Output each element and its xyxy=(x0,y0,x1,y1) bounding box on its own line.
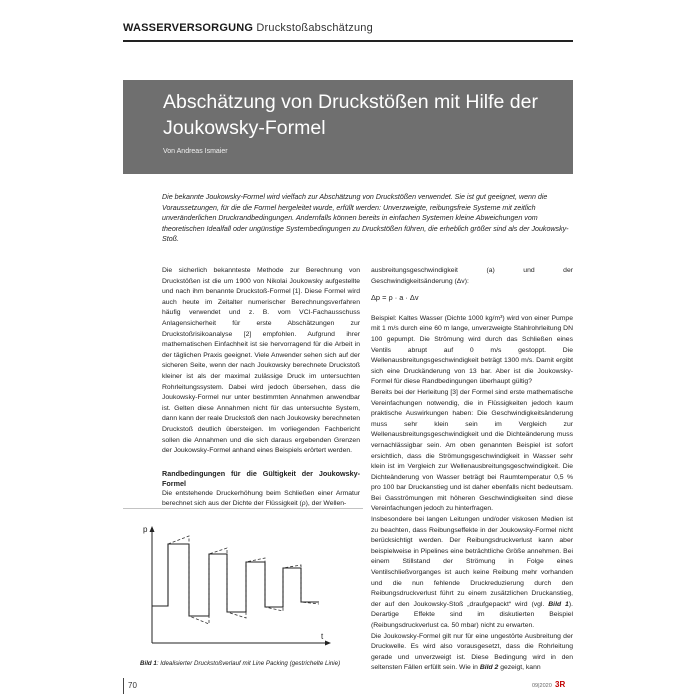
header-section: WASSERVERSORGUNG xyxy=(123,22,254,34)
figure-caption xyxy=(140,660,362,668)
caption-text: : Idealisierter Druckstoßverlauf mit Line Packing (gestrichelte Linie) xyxy=(156,660,341,667)
right-paragraph-5 xyxy=(371,632,573,674)
p5-end: gezeigt, kann xyxy=(498,664,541,672)
joukowsky-formula: Δp = ρ · a · Δv xyxy=(371,293,419,303)
header-title xyxy=(123,22,573,34)
left-paragraph-2: Die entstehende Druckerhöhung beim Schließen einer Armatur berechnet sich aus der Dichte der Flüssigkeit (ρ), der Wellen- xyxy=(162,489,360,508)
magazine-logo: 3R xyxy=(555,680,566,689)
running-header xyxy=(123,22,573,42)
article-author: Von Andreas Ismaier xyxy=(163,148,228,155)
p5-text: Die Joukowsky-Formel gilt nur für eine ungestörte Ausbreitung der Druckwelle. Es wird also vorausgesetzt, dass die Rohrleitung gerade und unverzweigt ist. Diese Bedingung wird in den seltensten Fällen erfüllt sein. Wie in xyxy=(371,632,573,672)
pressure-surge-diagram xyxy=(123,508,363,658)
caption-label: Bild 1 xyxy=(140,660,157,667)
right-paragraph-1: ausbreitungsgeschwindigkeit (a) und der Geschwindigkeitsänderung (Δv): xyxy=(371,267,573,285)
x-axis-label: t xyxy=(321,632,324,641)
footer-divider xyxy=(123,678,124,694)
article-title: Abschätzung von Druckstößen mit Hilfe der Joukowsky-Formel xyxy=(163,91,538,139)
right-paragraph-3: Bereits bei der Herleitung [3] der Formel sind erste mathematische Vereinfachungen notwendig, die in Flüssigkeiten jedoch kaum praktische Auswirkungen haben: Die Geschwindigkeitsänderung muss sehr klein sein im Vergleich zur Wellenausbreitungsgeschwindigkeit und die Dichteänderung muss vernachlässigbar sein. Am oben genannten Beispiel ist sofort ersichtlich, dass die Strömungsgeschwindigkeit in Wasser sehr klein ist im Vergleich zur Wellenausbreitungsgeschwindigkeit. Die Dichteänderung von Wasser beträgt bei Raumtemperatur 0,5 % pro 100 bar Druckanstieg und ist daher ebenfalls nicht bedeutsam. Bei Gasströmungen mit höheren Geschwindigkeiten sind diese Vereinfachungen jedoch zu hinterfragen. xyxy=(371,388,573,513)
section-subheading: Randbedingungen für die Gültigkeit der Joukowsky-Formel xyxy=(162,468,360,488)
header-subsection: Druckstoßabschätzung xyxy=(256,22,373,34)
lead-paragraph: Die bekannte Joukowsky-Formel wird vielfach zur Abschätzung von Druckstößen verwendet. Sie ist gut geeignet, wenn die Voraussetzungen, für die die Formel hergeleitet wurde, erfüllt werden: Unverzweigte, reibungsfreie Systeme mit zeitlich unveränderlichen Druckrandbedingungen. Andernfalls können bereits in einfachen Systemen kleine Abweichungen vom theoretischen Idealfall oder ungünstige Systembedingungen zu Druckstößen führen, die erheblich größer sind als der Joukowsky-Stoß. xyxy=(162,193,569,243)
left-paragraph-1: Die sicherlich bekannteste Methode zur Berechnung von Druckstößen ist die um 1900 von Nikolai Joukowsky aufgestellte und nach ihm benannte Druckstoß-Formel [1]. Diese Formel wird auch heute im Zeitalter numerischer Berechnungsverfahren häufig verwendet und z. B. vom VCI-Fachausschuss Anlagensicherheit für erste Abschätzungen zur Druckstoßrisikoanalyse [2] empfohlen. Aufgrund ihrer mathematischen Einfachheit ist sie hervorragend für die Arbeit in der täglichen Praxis geeignet. Viele Anwender sehen sich auf der sicheren Seite, wenn der nach Joukowsky berechnete Druckstoß kleiner ist als der maximal zulässige Druck im untersuchten Rohrleitungssystem. Dabei wird jedoch übersehen, dass die Joukowsky-Formel nur unter bestimmten Annahmen anwendbar ist. Gelten diese Annahmen nicht für das untersuchte System, dann kann der reale Druckstoß den nach Joukowsky berechneten Druckstoß deutlich übersteigen. Im vorliegenden Fachbericht sollen die Annahmen und die sich daraus ergebenden Grenzen der Joukowsky-Formel anhand eines Beispiels erörtert werden. xyxy=(162,267,360,455)
p4-end: ). Derartige Effekte sind im diskutierten Beispiel (Reibungsdruckverlust ca. 50 mbar) nicht zu erwarten. xyxy=(371,600,573,629)
header-divider xyxy=(123,40,573,42)
right-paragraph-2: Beispiel: Kaltes Wasser (Dichte 1000 kg/m³) wird von einer Pumpe mit 1 m/s durch eine 60 m lange, unverzweigte Stahlrohrleitung DN 100 gepumpt. Die Strömung wird durch das Schließen eines Ventils abrupt auf 0 m/s gestoppt. Die Wellenausbreitungsgeschwindigkeit beträgt 1300 m/s. Damit ergibt sich eine Druckänderung von 13 bar. Aber ist die Joukowsky-Formel für diese Randbedingungen überhaupt gültig? xyxy=(371,314,573,386)
figure-reference-2: Bild 2 xyxy=(479,664,499,672)
right-paragraph-4 xyxy=(371,515,573,632)
right-column xyxy=(371,266,573,674)
p4-text: Insbesondere bei langen Leitungen und/oder viskosen Medien ist zu beachten, dass Reibungseffekte in der Joukowsky-Formel nicht berücksichtigt werden. Der Reibungsdruckverlust kann aber beispielweise in Pipelines eine beträchtliche Größe annehmen. Bei einem Stillstand der Strömung in Folge eines Ventilschließvorganges ist auch keine Reibung mehr vorhanden und die nun fehlende Druckreduzierung durch den Reibungsdruckverlust führt zu einem zusätzlichen Druckanstieg, der auf den Joukowsky-Stoß „draufgepackt“ wird (vgl. xyxy=(371,516,573,608)
page-number: 70 xyxy=(128,681,137,690)
title-banner xyxy=(123,80,573,174)
issue-number: 09|2020 xyxy=(532,683,552,689)
pressure-surge-figure xyxy=(123,508,363,658)
figure-background xyxy=(123,508,363,658)
y-axis-label: p xyxy=(143,525,148,534)
left-column xyxy=(162,266,360,510)
figure-reference-1: Bild 1 xyxy=(548,600,569,608)
